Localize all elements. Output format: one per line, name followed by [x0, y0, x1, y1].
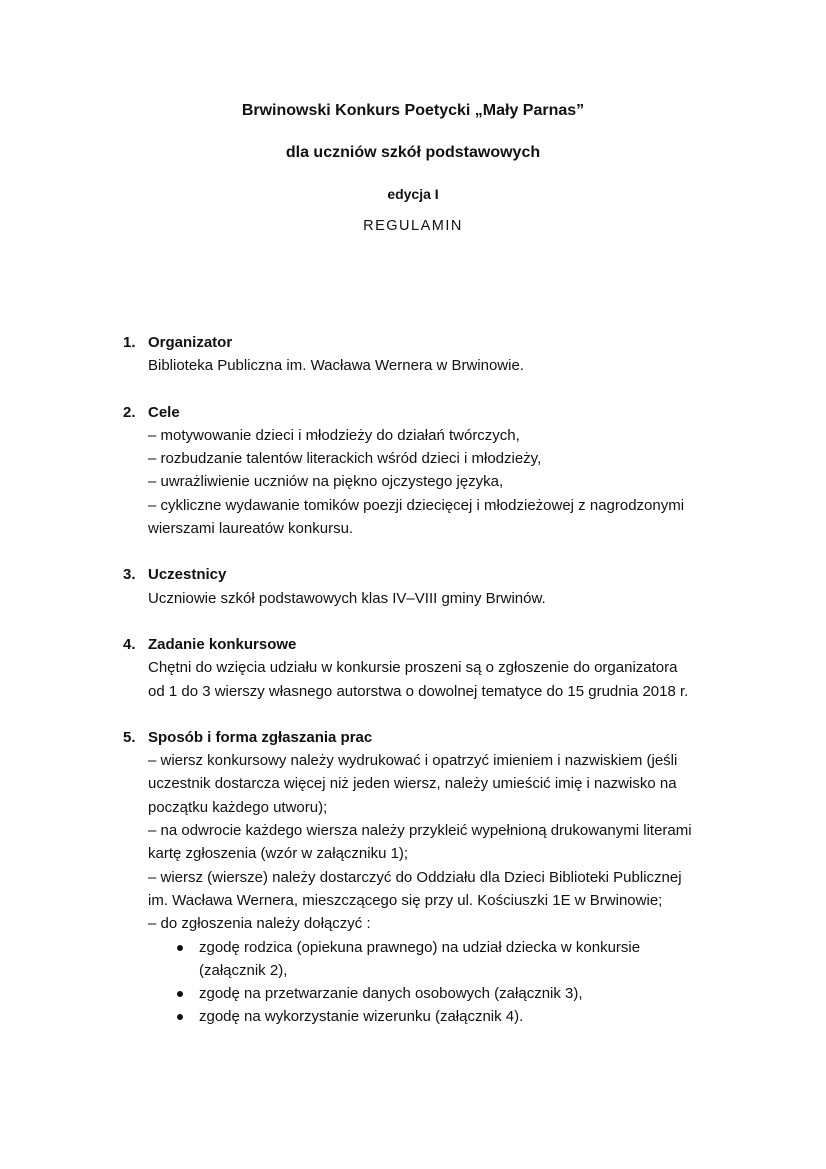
section-text-line: – motywowanie dzieci i młodzieży do działań twórczych, [148, 426, 520, 444]
section-heading: Cele [148, 403, 180, 421]
section-text-line: od 1 do 3 wierszy własnego autorstwa o dowolnej tematyce do 15 grudnia 2018 r. [148, 682, 689, 700]
bullet-icon [177, 1014, 183, 1020]
section-heading: Zadanie konkursowe [148, 635, 297, 653]
attachment-list-item [148, 982, 723, 1005]
section-text-line: – do zgłoszenia należy dołączyć : [148, 915, 371, 933]
section-text-line: im. Wacława Wernera, mieszczącego się przy ul. Kościuszki 1E w Brwinowie; [148, 891, 663, 909]
section-number: 3. [123, 566, 136, 584]
document-type: REGULAMIN [363, 218, 463, 234]
bullet-icon [177, 945, 183, 951]
edition-label: edycja I [387, 186, 439, 202]
section-text-line: początku każdego utworu); [148, 798, 328, 816]
section-number: 1. [123, 334, 136, 351]
section-text-line: – cykliczne wydawanie tomików poezji dziecięcej i młodzieżowej z nagrodzonymi [148, 496, 685, 514]
attachment-list [148, 936, 723, 1029]
document-subtitle: dla uczniów szkół podstawowych [285, 144, 541, 161]
section-number: 5. [123, 728, 136, 746]
attachment-text-line: zgodę na przetwarzanie danych osobowych (załącznik 3), [199, 985, 583, 1003]
attachment-text-line: zgodę rodzica (opiekuna prawnego) na udział dziecka w konkursie [199, 938, 641, 956]
regulation-sections [123, 331, 723, 1052]
section [123, 633, 723, 703]
attachment-list-item [148, 1005, 723, 1028]
attachment-text-line: (załącznik 2), [199, 961, 288, 979]
section-number: 4. [123, 635, 136, 653]
section-text-line: – rozbudzanie talentów literackich wśród dzieci i młodzieży, [148, 450, 542, 468]
section [123, 563, 723, 610]
section-text-line: Biblioteka Publiczna im. Wacława Wernera w Brwinowie. [148, 357, 524, 375]
bullet-icon [177, 991, 183, 997]
attachment-text-line: zgodę na wykorzystanie wizerunku (załącznik 4). [199, 1008, 524, 1026]
section-text-line: Uczniowie szkół podstawowych klas IV–VIII gminy Brwinów. [148, 589, 546, 607]
section-text-line: wierszami laureatów konkursu. [148, 520, 354, 538]
section-text-line: uczestnik dostarcza więcej niż jeden wiersz, należy umieścić imię i nazwisko na [148, 775, 677, 793]
document-title: Brwinowski Konkurs Poetycki „Mały Parnas” [241, 102, 585, 119]
section-heading: Uczestnicy [148, 566, 227, 584]
section [123, 331, 723, 378]
section-text-line: kartę zgłoszenia (wzór w załączniku 1); [148, 845, 409, 863]
section-text-line: – uwrażliwienie uczniów na piękno ojczystego języka, [148, 473, 504, 491]
attachment-list-item [148, 936, 723, 983]
section-text-line: – na odwrocie każdego wiersza należy przykleić wypełnioną drukowanymi literami [148, 822, 692, 840]
section [123, 726, 723, 1029]
section [123, 401, 723, 541]
section-text-line: Chętni do wzięcia udziału w konkursie proszeni są o zgłoszenie do organizatora [148, 659, 678, 677]
section-heading: Organizator [148, 334, 233, 351]
section-number: 2. [123, 403, 136, 421]
section-text-line: – wiersz (wiersze) należy dostarczyć do Oddziału dla Dzieci Biblioteki Publicznej [148, 868, 682, 886]
section-heading: Sposób i forma zgłaszania prac [148, 728, 373, 746]
section-text-line: – wiersz konkursowy należy wydrukować i opatrzyć imieniem i nazwiskiem (jeśli [148, 752, 678, 770]
